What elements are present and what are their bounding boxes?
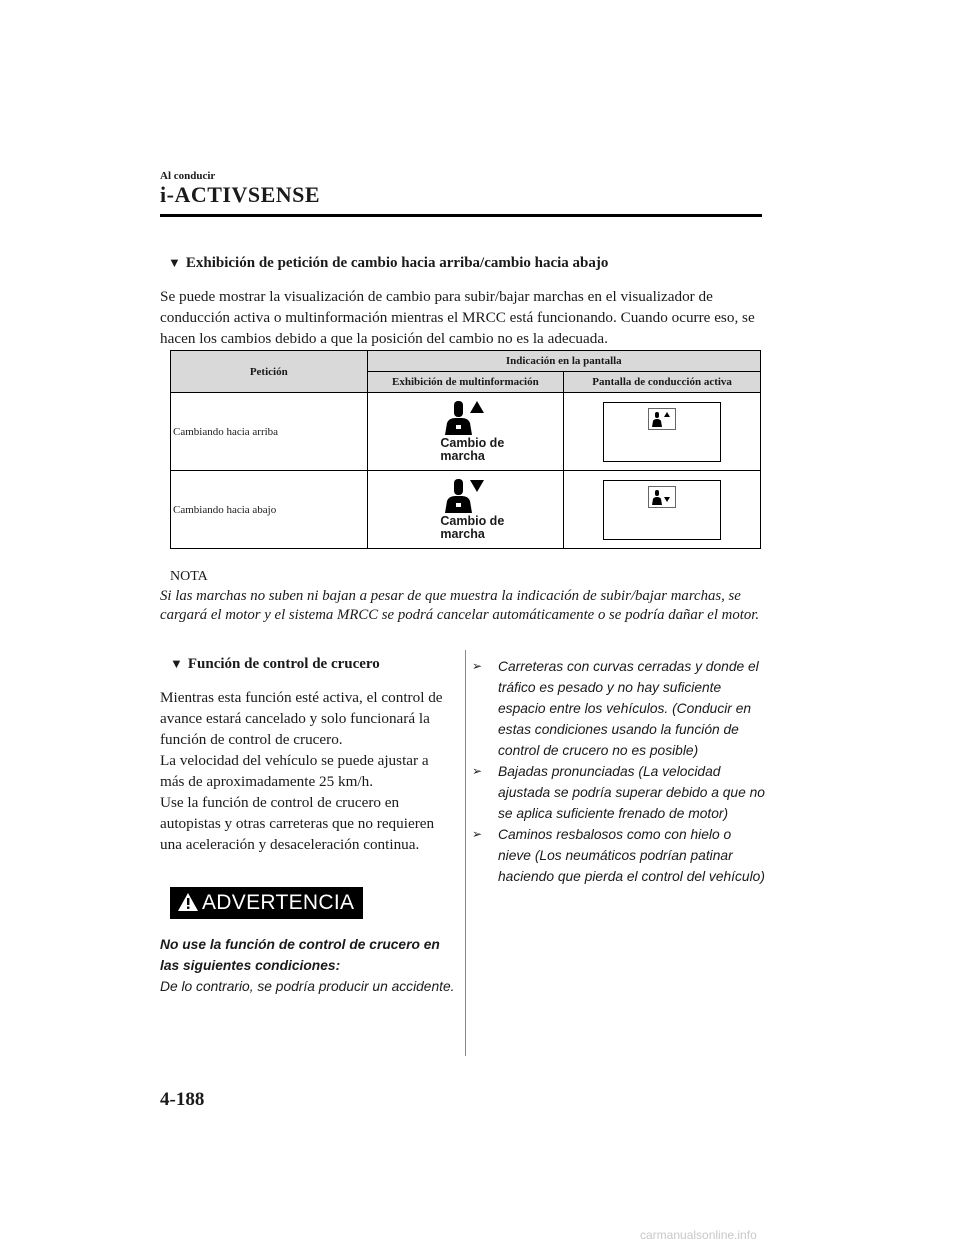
cruise-paragraph: Mientras esta función esté activa, el control de avance estará cancelado y solo funcionará la función de control de crucero. bbox=[160, 689, 443, 748]
shift-down-small-icon bbox=[649, 487, 675, 507]
active-display-cell bbox=[564, 471, 761, 549]
watermark: carmanualsonline.info bbox=[640, 1228, 757, 1242]
column-divider bbox=[465, 650, 466, 1056]
condition-text: Carreteras con curvas cerradas y donde el tráfico es pesado y no hay suficiente espacio entre los vehículos. (Conducir en estas condiciones usando la función de control de crucero no es posible) bbox=[498, 659, 759, 758]
warning-badge bbox=[170, 887, 363, 919]
section-label: Al conducir bbox=[160, 170, 216, 182]
list-item bbox=[470, 656, 765, 761]
conditions-list bbox=[470, 656, 765, 887]
shift-request-heading-text: Exhibición de petición de cambio hacia arriba/cambio hacia abajo bbox=[185, 255, 609, 271]
shift-request-intro: Se puede mostrar la visualización de cambio para subir/bajar marchas en el visualizador de conducción activa o multinformación mientras el MRCC está funcionando. Cuando ocurre eso, se hacen los cambios debido a que la posición del cambio no es la adecuada. bbox=[160, 288, 755, 347]
multi-info-cell bbox=[367, 393, 564, 471]
warning-label: ADVERTENCIA bbox=[202, 891, 355, 914]
condition-text: Bajadas pronunciadas (La velocidad ajustada se podría superar debido a que no se aplica suficiente frenado de motor) bbox=[498, 764, 765, 821]
warning-strong-text: No use la función de control de crucero en las siguientes condiciones: bbox=[160, 937, 440, 973]
condition-text: Caminos resbalosos como con hielo o nieve (Los neumáticos podrían patinar haciendo que pierda el control del vehículo) bbox=[498, 827, 765, 884]
shift-request-heading bbox=[168, 255, 608, 272]
triangle-bullet-icon: ▼ bbox=[170, 656, 183, 671]
shift-up-icon bbox=[441, 399, 487, 435]
row-request-label: Cambiando hacia abajo bbox=[171, 471, 368, 549]
cruise-paragraph: Use la función de control de crucero en autopistas y otras carreteras que no requieren una aceleración y desaceleración continua. bbox=[160, 794, 435, 853]
multi-info-caption: Cambio de marcha bbox=[440, 435, 505, 463]
active-driving-display bbox=[603, 480, 721, 540]
table-row bbox=[171, 393, 761, 471]
note-title: NOTA bbox=[170, 569, 208, 584]
cruise-control-heading bbox=[170, 656, 380, 673]
page-number: 4-188 bbox=[160, 1089, 205, 1110]
cruise-control-body bbox=[160, 687, 450, 855]
multi-info-caption: Cambio de marcha bbox=[440, 513, 505, 541]
list-item bbox=[470, 824, 765, 887]
col-active-header: Pantalla de conducción activa bbox=[564, 372, 761, 393]
arrow-bullet-icon: ➢ bbox=[472, 659, 483, 673]
warning-icon bbox=[178, 893, 198, 911]
col-request-header: Petición bbox=[171, 351, 368, 393]
list-item bbox=[470, 761, 765, 824]
row-request-label: Cambiando hacia arriba bbox=[171, 393, 368, 471]
header-rule bbox=[160, 214, 762, 217]
warning-text: De lo contrario, se podría producir un accidente. bbox=[160, 979, 455, 994]
multi-info-cell bbox=[367, 471, 564, 549]
col-display-header: Indicación en la pantalla bbox=[367, 351, 760, 372]
cruise-paragraph: La velocidad del vehículo se puede ajustar a más de aproximadamente 25 km/h. bbox=[160, 752, 429, 790]
shift-indication-table bbox=[170, 350, 761, 549]
triangle-bullet-icon: ▼ bbox=[168, 255, 181, 270]
active-driving-display bbox=[603, 402, 721, 462]
cruise-control-heading-text: Función de control de crucero bbox=[187, 656, 380, 672]
arrow-bullet-icon: ➢ bbox=[472, 764, 483, 778]
table-row bbox=[171, 471, 761, 549]
active-display-cell bbox=[564, 393, 761, 471]
shift-up-small-icon bbox=[649, 409, 675, 429]
arrow-bullet-icon: ➢ bbox=[472, 827, 483, 841]
note-body: Si las marchas no suben ni bajan a pesar de que muestra la indicación de subir/bajar marchas, se cargará el motor y el sistema MRCC se podrá cancelar automáticamente o se podría dañar el motor. bbox=[160, 588, 760, 623]
chapter-title: i-ACTIVSENSE bbox=[160, 182, 321, 207]
col-multi-header: Exhibición de multinformación bbox=[367, 372, 564, 393]
shift-down-icon bbox=[441, 477, 487, 513]
